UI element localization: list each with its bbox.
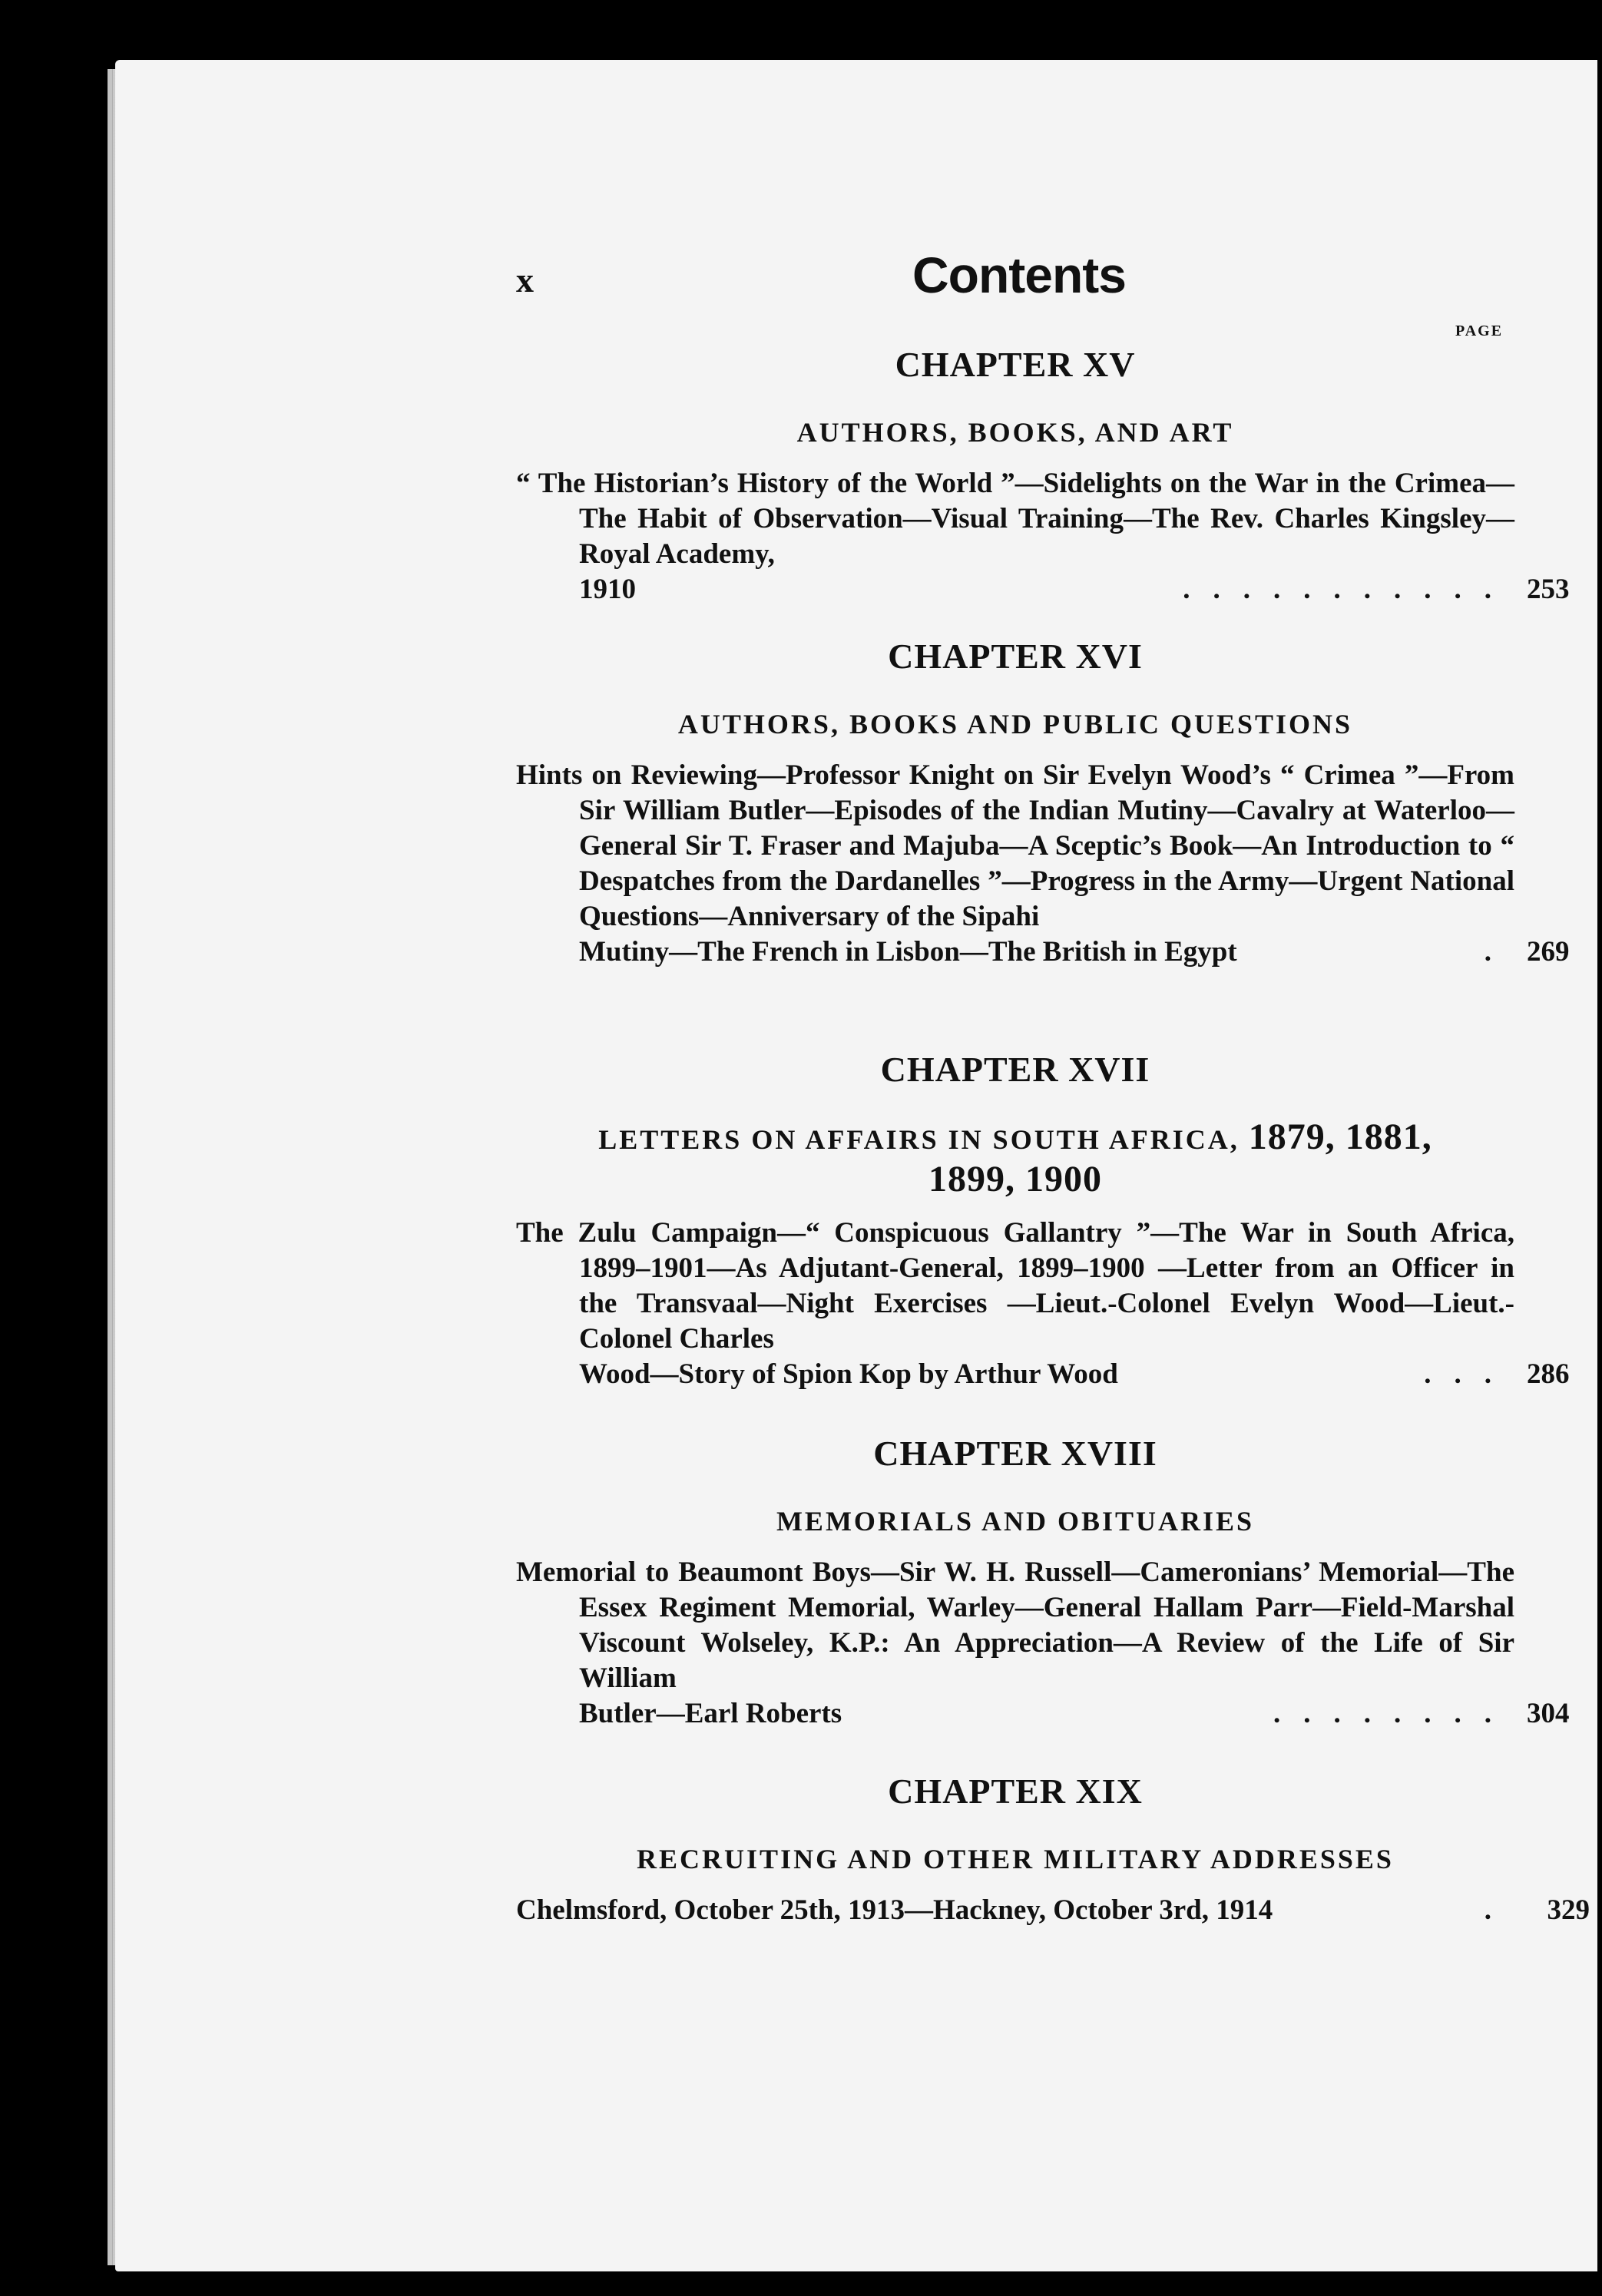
subtitle-years: 1879, 1881, (1248, 1117, 1432, 1157)
chapter-subtitle (516, 1117, 1514, 1202)
entry-tail: Butler—Earl Roberts (579, 1698, 842, 1729)
chapter-15 (516, 344, 1514, 607)
entry-text: “ The Historian’s History of the World ”—Sidelights on the War in the Crimea—The Habit of Observation—Visual Training—The Rev. Charles Kingsley—Royal Academy, (516, 468, 1514, 570)
entry-text: The Zulu Campaign—“ Conspicuous Gallantry ”—The War in South Africa, 1899–1901—As Adjutant-General, 1899–1900 —Letter from an Officer in the Transvaal—Night Exercises —Lieut.-Colonel Evelyn Wood—Lieut.-Colonel Charles (516, 1217, 1514, 1355)
chapter-19 (516, 1771, 1590, 1928)
chapter-title: CHAPTER XV (895, 345, 1136, 384)
chapter-18 (516, 1433, 1514, 1732)
chapter-title: CHAPTER XVI (888, 637, 1143, 676)
dot-leader: ........... (1183, 574, 1514, 605)
page-column-label: PAGE (1455, 323, 1504, 339)
chapter-subtitle: AUTHORS, BOOKS AND PUBLIC QUESTIONS (677, 709, 1353, 739)
subtitle-text: LETTERS ON AFFAIRS IN SOUTH AFRICA, (598, 1124, 1240, 1155)
entry-text: Hints on Reviewing—Professor Knight on Sir Evelyn Wood’s “ Crimea ”—From Sir William Butler—Episodes of the Indian Mutiny—Cavalry at Waterloo—General Sir T. Fraser and Majuba—A Sceptic’s Book—An Introduction to “ Despatches from the Dardanelles ”—Progress in the Army—Urgent National Questions—Anniversary of the Sipahi (516, 759, 1514, 932)
entry-tail: Chelmsford, October 25th, 1913—Hackney, October 3rd, 1914 (516, 1894, 1273, 1926)
entry-tail: Mutiny—The French in Lisbon—The British in Egypt (579, 936, 1237, 968)
chapter-entry (516, 758, 1514, 970)
dot-leader: ........ (1273, 1698, 1514, 1729)
entry-text: Memorial to Beaumont Boys—Sir W. H. Russell—Cameronians’ Memorial—The Essex Regiment Memorial, Warley—General Hallam Parr—Field-Marshal Viscount Wolseley, K.P.: An Appreciation—A Review of the Life of Sir William (516, 1557, 1514, 1694)
entry-tail: 1910 (579, 574, 636, 605)
chapter-17 (516, 1049, 1514, 1392)
folio-number: x (516, 260, 534, 299)
dot-leader: ... (1424, 1358, 1514, 1390)
chapter-title: CHAPTER XVIII (873, 1434, 1157, 1473)
chapter-entry (516, 466, 1514, 607)
chapter-subtitle: AUTHORS, BOOKS, AND ART (796, 417, 1234, 448)
subtitle-years: 1899, 1900 (928, 1159, 1102, 1199)
chapter-title: CHAPTER XIX (888, 1772, 1143, 1811)
chapter-entry (516, 1893, 1590, 1928)
dot-leader: . (1484, 936, 1514, 968)
page-number: 329 (1547, 1894, 1590, 1926)
dot-leader: . (1484, 1894, 1514, 1926)
chapter-title: CHAPTER XVII (880, 1050, 1150, 1089)
chapter-entry (516, 1216, 1514, 1392)
chapter-subtitle: RECRUITING AND OTHER MILITARY ADDRESSES (637, 1844, 1394, 1874)
chapter-entry (516, 1555, 1514, 1732)
chapter-subtitle: MEMORIALS AND OBITUARIES (776, 1506, 1255, 1537)
entry-tail: Wood—Story of Spion Kop by Arthur Wood (579, 1358, 1118, 1390)
chapter-16 (516, 636, 1514, 970)
page-title: Contents (912, 246, 1126, 303)
